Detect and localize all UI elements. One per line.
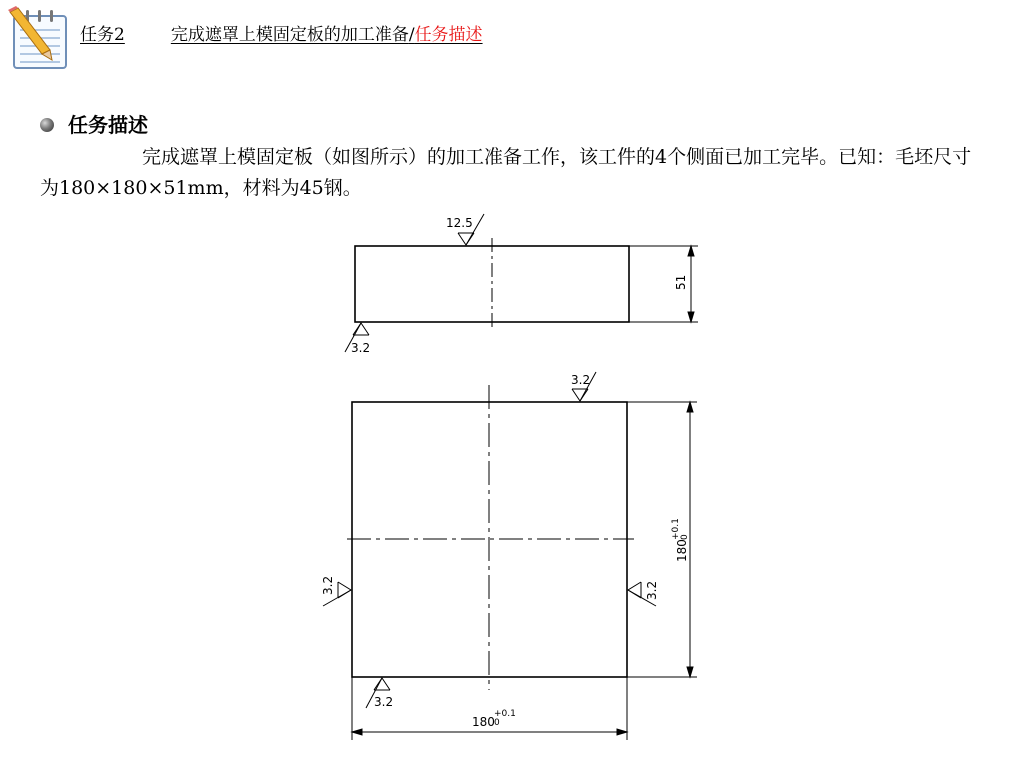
roughness-label-bottom: 3.2 [374,695,394,709]
description-text: 完成遮罩上模固定板（如图所示）的加工准备工作，该工件的4个侧面已加工完毕。已知：毛坯尺寸为180×180×51mm，材料为45钢。 [40,146,972,199]
roughness-label-left: 3.2 [321,575,335,595]
dimension-value-height: 180 [675,539,689,562]
dimension-label-51: 51 [674,274,688,290]
breadcrumb-title: 完成遮罩上模固定板的加工准备 [170,25,409,45]
sphere-bullet-icon [40,118,54,132]
roughness-symbol-bottom [366,678,390,708]
slide-header [0,0,1024,70]
breadcrumb-current[interactable]: 任务描述 [414,25,483,45]
breadcrumb [80,24,483,46]
dimension-width-180 [352,677,627,740]
dimension-value-width: 180 [472,715,495,729]
breadcrumb-task: 任务2 [80,25,125,45]
breadcrumb-separator: / [408,25,415,45]
roughness-label-right: 3.2 [645,580,659,600]
top-view [323,372,697,740]
roughness-symbol-left [323,582,351,606]
roughness-label-top: 3.2 [571,373,591,387]
dimension-height-180 [627,402,697,677]
dimension-label-height [671,518,690,562]
top-view-outline [352,402,627,677]
notepad-pencil-icon [6,6,70,70]
section-title: 任务描述 [68,113,148,137]
dimension-label-width [472,709,516,729]
roughness-label-bottom-side: 3.2 [351,341,371,355]
roughness-label-top-side: 12.5 [446,216,473,230]
tolerance-lower-height: 0 [680,534,690,540]
dimension-51 [629,246,698,322]
tolerance-upper-height: +0.1 [671,518,681,540]
side-view [345,214,698,352]
tolerance-lower-width: 0 [494,718,500,728]
roughness-symbol-top-side [458,214,484,245]
side-view-outline [355,246,629,322]
tolerance-upper-width: +0.1 [494,709,516,719]
roughness-symbol-top [572,372,596,401]
roughness-symbol-bottom-side [345,323,369,352]
roughness-symbol-right [628,582,656,606]
task-description [40,142,990,204]
